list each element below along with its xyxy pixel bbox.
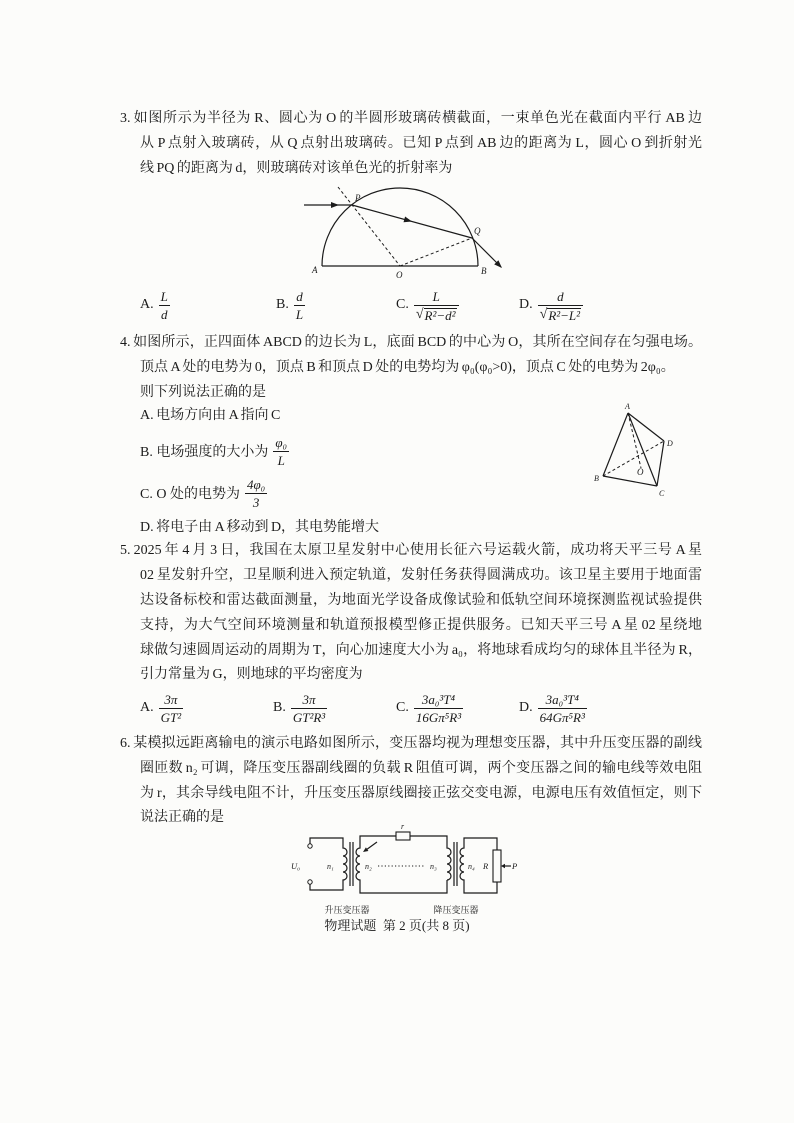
- label-u0: U₀: [291, 861, 301, 871]
- point-label-a: A: [312, 265, 318, 275]
- q3-stem-line: 从 P 点射入玻璃砖，从 Q 点射出玻璃砖。已知 P 点到 AB 边的距离为 L，圆心 O 到折射光: [140, 136, 702, 151]
- q5-stem-line: 支持，为大气空间环境测量和轨道预报模型修正提供服务。已知天平三号 A 星 02 星绕地: [140, 618, 702, 633]
- q3-option-a: [140, 286, 170, 324]
- page-footer: 物理试题 第 2 页(共 8 页): [324, 918, 470, 933]
- q3-option-b: [276, 286, 305, 324]
- square-root-sign: √: [415, 306, 424, 322]
- q3-option-d: [519, 286, 583, 324]
- center-label-o: O: [637, 467, 644, 477]
- option-fraction: [414, 692, 463, 725]
- q6-stem-line: 圈匝数 n₂ 可调，降压变压器副线圈的负载 R 阻值可调，两个变压器之间的输电线等效电阻: [140, 761, 702, 776]
- q4-stem-line: 4. 如图所示，正四面体 ABCD 的边长为 L，底面 BCD 的中心为 O，其所在空间存在匀强电场。: [120, 335, 702, 350]
- option-label: B.: [276, 297, 289, 312]
- point-label-p: P: [355, 193, 361, 203]
- label-n3: n₃: [430, 862, 437, 871]
- fraction-denominator: GT²R³: [292, 709, 326, 725]
- square-root-sign: √: [539, 306, 548, 322]
- fraction-denominator: 3: [252, 494, 260, 510]
- option-label: C.: [396, 297, 409, 312]
- line-resistor-r: [396, 832, 410, 840]
- fraction-numerator: 3π: [291, 692, 327, 709]
- q5-option-d: [519, 689, 587, 727]
- option-fraction: [294, 289, 305, 322]
- fraction-numerator: L: [414, 289, 459, 306]
- load-loop-with-coil-n4: [460, 838, 497, 893]
- option-fraction: [159, 289, 170, 322]
- q5-option-a: [140, 689, 183, 727]
- edge-bc: [603, 476, 657, 486]
- semicircle-glass-figure: [290, 178, 520, 283]
- q4-option-c: [140, 474, 267, 512]
- point-label-q: Q: [474, 226, 481, 236]
- q4-option-a: A. 电场方向由 A 指向 C: [140, 408, 281, 423]
- fraction-denominator: GT²: [160, 709, 182, 725]
- radicand: R²−L²: [548, 307, 581, 323]
- caption-step-down-transformer: 降压变压器: [433, 906, 479, 916]
- slider-p-arrow: [501, 864, 505, 868]
- incident-ray-arrow: [331, 202, 339, 208]
- fraction-denominator: [414, 306, 459, 322]
- q6-stem-line: 说法正确的是: [140, 810, 224, 825]
- fraction-denominator: 64Gπ⁵R³: [539, 709, 585, 725]
- tetrahedron-figure: [585, 400, 680, 500]
- q6-stem-line: 6. 某模拟远距离输电的演示电路如图所示，变压器均视为理想变压器，其中升压变压器的副线: [120, 736, 702, 751]
- option-label: B.: [273, 700, 286, 715]
- q5-stem-line: 球做匀速圆周运动的周期为 T，向心加速度大小为 a₀，将地球看成均匀的球体且半径为 R，: [140, 643, 702, 658]
- q3-stem-line: 3. 如图所示为半径为 R、圆心为 O 的半圆形玻璃砖横截面，一束单色光在截面内平行 AB 边: [120, 111, 702, 126]
- label-n4: n₄: [468, 862, 475, 871]
- q4-option-b: [140, 432, 289, 470]
- tap-arrow-line: [366, 842, 377, 850]
- source-terminal-bottom: [308, 880, 312, 884]
- fraction-numerator: d: [294, 289, 305, 306]
- option-label: D.: [519, 297, 533, 312]
- q4-stem-line: 则下列说法正确的是: [140, 385, 266, 400]
- tap-arrow-head: [363, 847, 368, 852]
- option-fraction: [159, 692, 184, 725]
- refracted-ray-arrow: [404, 217, 413, 223]
- source-terminal-top: [308, 844, 312, 848]
- q4-option-d: D. 将电子由 A 移动到 D，其电势能增大: [140, 520, 380, 535]
- option-fraction: [245, 477, 267, 510]
- transmission-circuit-figure: [285, 822, 525, 918]
- option-text: C. O 处的电势为: [140, 487, 240, 502]
- edge-bd-hidden: [603, 441, 664, 476]
- label-n2: n₂: [365, 862, 372, 871]
- option-fraction: [538, 289, 583, 322]
- option-fraction: [538, 692, 587, 725]
- q4-stem-line: 顶点 A 处的电势为 0，顶点 B 和顶点 D 处的电势均为 φ₀(φ₀>0)，顶点 C 处的电势为 2φ₀。: [140, 360, 675, 375]
- q5-stem-line: 5. 2025 年 4 月 3 日，我国在太原卫星发射中心使用长征六号运载火箭，成功将天平三号 A 星: [120, 543, 702, 558]
- option-label: C.: [396, 700, 409, 715]
- fraction-denominator: [538, 306, 583, 322]
- q5-option-c: [396, 689, 463, 727]
- q3-stem-line: 线 PQ 的距离为 d，则玻璃砖对该单色光的折射率为: [140, 161, 453, 176]
- option-text: B. 电场强度的大小为: [140, 445, 269, 460]
- fraction-numerator: 3a₀³T⁴: [414, 692, 463, 709]
- vertex-label-b: B: [594, 474, 599, 483]
- label-r: r: [401, 822, 405, 831]
- label-n1: n₁: [327, 862, 334, 871]
- fraction-denominator: L: [295, 306, 304, 322]
- option-fraction: [414, 289, 459, 322]
- semicircle-arc: [322, 188, 478, 266]
- fraction-numerator: 3π: [159, 692, 184, 709]
- vertex-label-a: A: [625, 402, 630, 411]
- option-label: A.: [140, 700, 154, 715]
- vertex-label-c: C: [659, 489, 665, 498]
- fraction-numerator: 3a₀³T⁴: [538, 692, 587, 709]
- fraction-numerator: 4φ₀: [246, 476, 266, 492]
- option-fraction: [273, 435, 289, 468]
- label-load-r: R: [483, 861, 489, 871]
- label-slider-p: P: [512, 861, 518, 871]
- fraction-denominator: 16Gπ⁵R³: [415, 709, 462, 725]
- fraction-denominator: d: [160, 306, 168, 322]
- point-label-b: B: [481, 266, 487, 276]
- q5-option-b: [273, 689, 327, 727]
- option-label: A.: [140, 297, 154, 312]
- transmission-line-with-coil-n3: [410, 836, 451, 880]
- normal-line-at-p: [338, 187, 400, 266]
- vertex-label-d: D: [667, 439, 673, 448]
- load-resistor-r: [493, 850, 501, 882]
- edge-cd: [657, 441, 664, 486]
- edge-ab: [603, 413, 628, 476]
- q3-option-c: [396, 286, 459, 324]
- caption-step-up-transformer: 升压变压器: [324, 906, 370, 916]
- option-fraction: [291, 692, 327, 725]
- point-label-o: O: [396, 270, 403, 280]
- radicand: R²−d²: [424, 307, 456, 323]
- fraction-numerator: d: [538, 289, 583, 306]
- option-label: D.: [519, 700, 533, 715]
- q5-stem-line: 引力常量为 G，则地球的平均密度为: [140, 667, 363, 682]
- q5-stem-line: 达设备标校和雷达截面测量，为地面光学设备成像试验和低轨空间环境探测监视试验提供: [140, 593, 702, 608]
- q6-stem-line: 为 r，其余导线电阻不计，升压变压器原线圈接正弦交变电源，电源电压有效值恒定，则下: [140, 786, 702, 801]
- fraction-numerator: φ₀: [275, 434, 288, 450]
- fraction-numerator: L: [160, 288, 168, 304]
- normal-line-at-q: [400, 238, 472, 266]
- fraction-denominator: L: [277, 452, 285, 468]
- q5-stem-line: 02 星发射升空，卫星顺利进入预定轨道，发射任务获得圆满成功。该卫星主要用于地面雷: [140, 568, 702, 583]
